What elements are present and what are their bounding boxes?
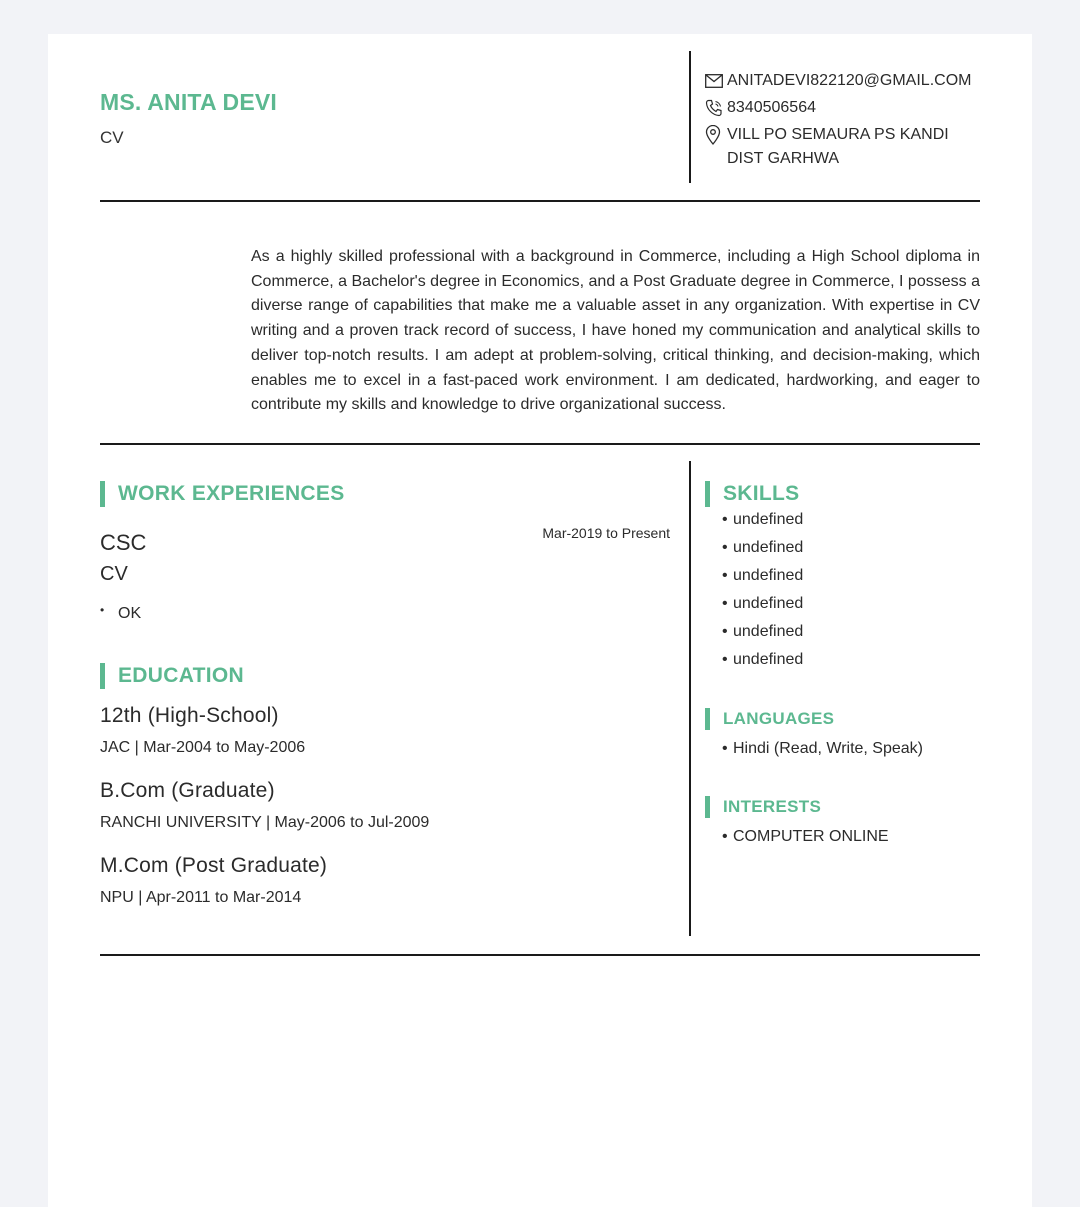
location-pin-icon <box>705 123 727 147</box>
email-text: ANITADEVI822120@GMAIL.COM <box>727 72 972 89</box>
envelope-icon <box>705 69 727 93</box>
section-accent-bar <box>705 481 710 507</box>
job-date: Mar-2019 to Present <box>542 525 670 541</box>
job-company: CSC <box>100 530 147 555</box>
profile-summary: As a highly skilled professional with a background in Commerce, including a High School diploma in Commerce, a Bachelor's degree in Economics, and a Post Graduate degree in Commerce, I possess a diverse range of capabilities that make me a valuable asset in any organization. With expertise in CV writing and a proven track record of success, I have honed my communication and analytical skills to deliver top-notch results. I am adept at problem-solving, critical thinking, and decision-making, which enables me to excel in a fast-paced work environment. I am dedicated, hardworking, and eager to contribute my skills and knowledge to drive organizational success. <box>251 248 980 414</box>
interests-title-text: INTERESTS <box>723 797 822 816</box>
contact-phone <box>705 96 985 120</box>
list-item: • undefined <box>722 651 804 668</box>
job-role: CV <box>100 563 128 585</box>
column-divider <box>689 461 691 936</box>
work-title-text: WORK EXPERIENCES <box>118 482 345 505</box>
skills-title-text: SKILLS <box>723 482 800 505</box>
education-list <box>100 702 670 909</box>
address-line-2: DIST GARHWA <box>727 150 840 167</box>
contact-block <box>705 69 985 174</box>
list-item: • Hindi (Read, Write, Speak) <box>722 740 923 757</box>
section-title-languages <box>705 708 980 730</box>
interests-list <box>722 823 980 851</box>
list-item: • undefined <box>722 623 804 640</box>
education-meta: RANCHI UNIVERSITY | May-2006 to Jul-2009 <box>100 814 430 831</box>
section-accent-bar <box>705 796 710 818</box>
education-degree: 12th (High-School) <box>100 704 279 727</box>
languages-title-text: LANGUAGES <box>723 709 835 728</box>
education-degree: B.Com (Graduate) <box>100 779 275 802</box>
document-subtitle: CV <box>100 128 124 147</box>
section-title-education <box>100 663 670 689</box>
address-line-1: VILL PO SEMAURA PS KANDI <box>727 126 949 143</box>
bullet-dot: • <box>100 603 105 617</box>
skills-list <box>722 506 980 674</box>
section-accent-bar <box>705 708 710 730</box>
phone-text: 8340506564 <box>727 99 816 116</box>
candidate-name: MS. ANITA DEVI <box>100 89 278 115</box>
section-title-skills <box>705 481 980 507</box>
header-divider <box>689 51 691 183</box>
section-title-interests <box>705 796 980 818</box>
education-item <box>100 777 670 834</box>
contact-email <box>705 69 985 93</box>
phone-icon <box>705 96 727 120</box>
job-bullet-text: OK <box>118 605 142 622</box>
job-bullet <box>100 605 141 623</box>
list-item: • undefined <box>722 567 804 584</box>
divider-rule <box>100 443 980 445</box>
education-item <box>100 702 670 759</box>
divider-rule <box>100 200 980 202</box>
resume-page <box>48 34 1032 1207</box>
education-item <box>100 852 670 909</box>
education-title-text: EDUCATION <box>118 664 244 687</box>
section-accent-bar <box>100 663 105 689</box>
contact-address <box>705 123 985 171</box>
left-column <box>100 481 670 927</box>
languages-list <box>722 735 980 763</box>
list-item: • COMPUTER ONLINE <box>722 828 889 845</box>
education-meta: NPU | Apr-2011 to Mar-2014 <box>100 889 302 906</box>
resume-header <box>100 34 980 201</box>
list-item: • undefined <box>722 511 804 528</box>
right-column <box>705 481 980 851</box>
education-meta: JAC | Mar-2004 to May-2006 <box>100 739 306 756</box>
divider-rule <box>100 954 980 956</box>
list-item: • undefined <box>722 539 804 556</box>
resume-content <box>100 34 980 906</box>
education-degree: M.Com (Post Graduate) <box>100 854 328 877</box>
address-text <box>727 123 949 171</box>
job-entry <box>100 481 670 631</box>
list-item: • undefined <box>722 595 804 612</box>
